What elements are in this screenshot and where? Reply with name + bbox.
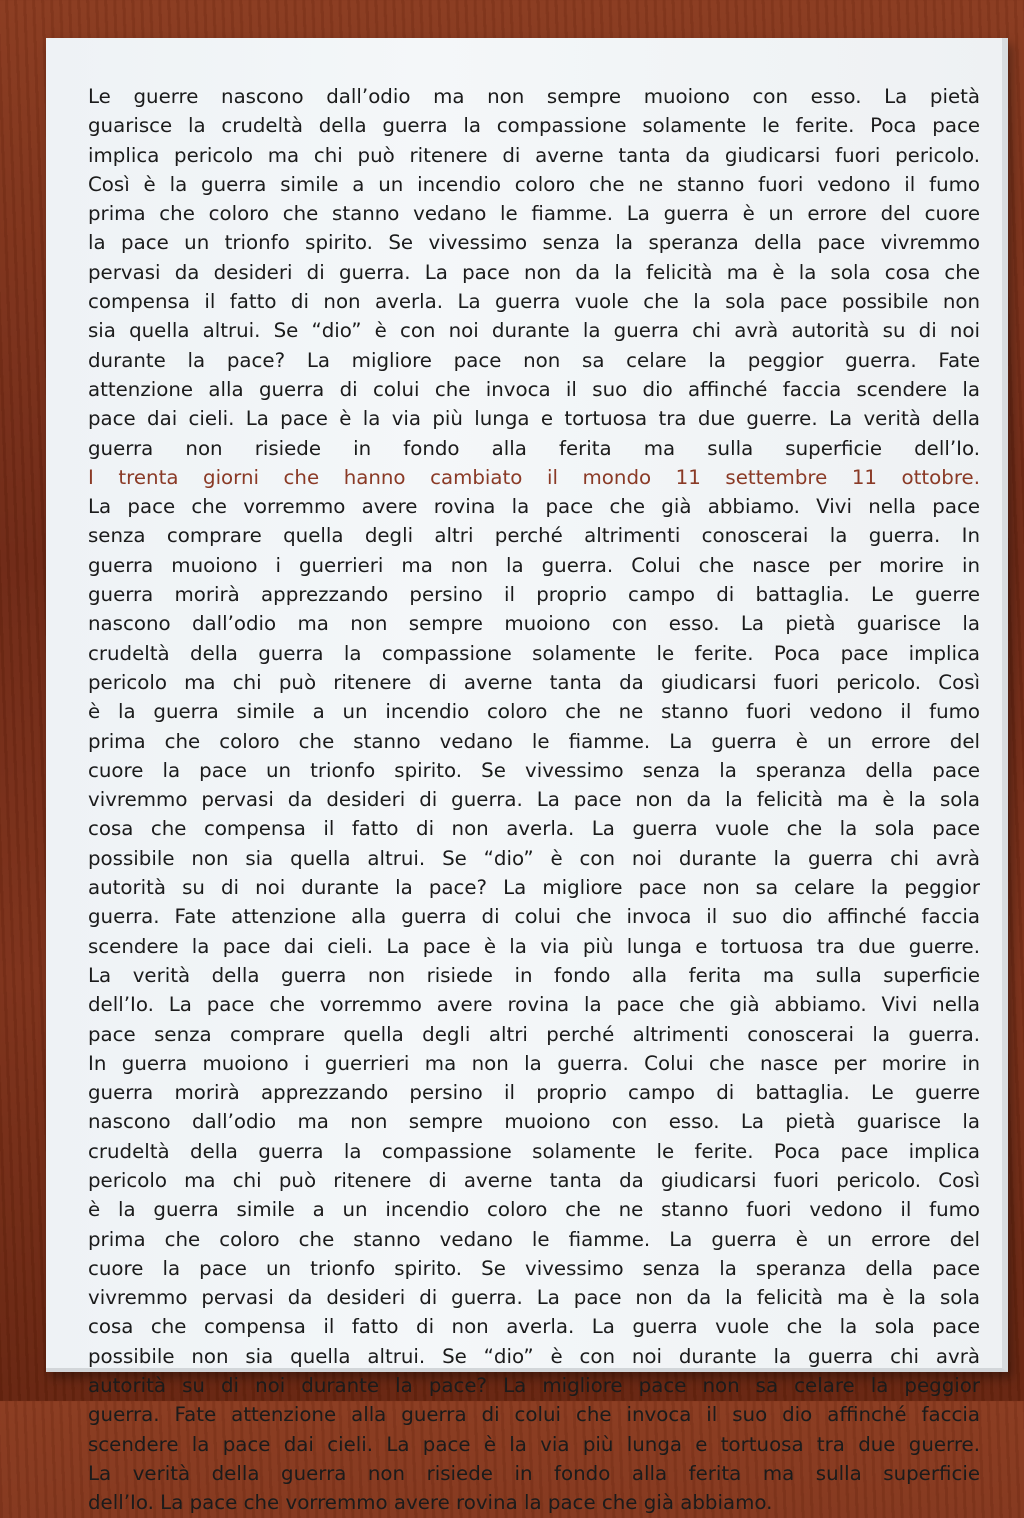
- text-line: autorità su di noi durante la pace? La migliore pace non sa celare la peggior: [88, 1374, 980, 1398]
- text-line: crudeltà della guerra la compassione solamente le ferite. Poca pace implica: [88, 641, 980, 665]
- text-line: vivremmo pervasi da desideri di guerra. La pace non da la felicità ma è la sola: [88, 1286, 980, 1310]
- text-line: nascono dall’odio ma non sempre muoiono con esso. La pietà guarisce la: [88, 612, 980, 636]
- text-line: cosa che compensa il fatto di non averla. La guerra vuole che la sola pace: [88, 1315, 980, 1339]
- text-line: La verità della guerra non risiede in fondo alla ferita ma sulla superficie: [88, 1461, 980, 1485]
- text-line: nascono dall’odio ma non sempre muoiono con esso. La pietà guarisce la: [88, 1110, 980, 1134]
- text-line: pace dai cieli. La pace è la via più lunga e tortuosa tra due guerre. La verità della: [88, 407, 980, 431]
- text-line: guerra. Fate attenzione alla guerra di colui che invoca il suo dio affinché faccia: [88, 905, 980, 929]
- text-line: è la guerra simile a un incendio coloro che ne stanno fuori vedono il fumo: [88, 700, 980, 724]
- text-line: prima che coloro che stanno vedano le fiamme. La guerra è un errore del: [88, 1227, 980, 1251]
- text-line: crudeltà della guerra la compassione solamente le ferite. Poca pace implica: [88, 1139, 980, 1163]
- text-line: vivremmo pervasi da desideri di guerra. La pace non da la felicità ma è la sola: [88, 788, 980, 812]
- text-line: guerra non risiede in fondo alla ferita ma sulla superficie dell’Io.: [88, 436, 980, 460]
- text-line: pervasi da desideri di guerra. La pace non da la felicità ma è la sola cosa che: [88, 260, 980, 284]
- text-line: dell’Io. La pace che vorremmo avere rovina la pace che già abbiamo.: [88, 1491, 773, 1515]
- text-line: scendere la pace dai cieli. La pace è la via più lunga e tortuosa tra due guerre.: [88, 1432, 980, 1456]
- text-line: possibile non sia quella altrui. Se “dio” è con noi durante la guerra chi avrà: [88, 846, 980, 870]
- text-line: implica pericolo ma chi può ritenere di averne tanta da giudicarsi fuori pericolo.: [88, 143, 980, 167]
- text-line: è la guerra simile a un incendio coloro che ne stanno fuori vedono il fumo: [88, 1198, 980, 1222]
- text-line: prima che coloro che stanno vedano le fiamme. La guerra è un errore del cuore: [88, 202, 980, 226]
- text-line: pericolo ma chi può ritenere di averne tanta da giudicarsi fuori pericolo. Così: [88, 1168, 980, 1192]
- text-line: La pace che vorremmo avere rovina la pace che già abbiamo. Vivi nella pace: [88, 495, 980, 519]
- text-line: cuore la pace un trionfo spirito. Se vivessimo senza la speranza della pace: [88, 1256, 980, 1280]
- text-line: pericolo ma chi può ritenere di averne tanta da giudicarsi fuori pericolo. Così: [88, 670, 980, 694]
- text-line: prima che coloro che stanno vedano le fiamme. La guerra è un errore del: [88, 729, 980, 753]
- text-line: attenzione alla guerra di colui che invoca il suo dio affinché faccia scendere la: [88, 377, 980, 401]
- text-line: Così è la guerra simile a un incendio coloro che ne stanno fuori vedono il fumo: [88, 172, 980, 196]
- text-line: guarisce la crudeltà della guerra la compassione solamente le ferite. Poca pace: [88, 114, 980, 138]
- highlighted-text-line: I trenta giorni che hanno cambiato il mondo 11 settembre 11 ottobre.: [88, 465, 980, 489]
- text-line: dell’Io. La pace che vorremmo avere rovina la pace che già abbiamo. Vivi nella: [88, 993, 980, 1017]
- text-line: senza comprare quella degli altri perché altrimenti conoscerai la guerra. In: [88, 524, 980, 548]
- text-line: guerra. Fate attenzione alla guerra di colui che invoca il suo dio affinché faccia: [88, 1403, 980, 1427]
- text-line: guerra morirà apprezzando persino il proprio campo di battaglia. Le guerre: [88, 583, 980, 607]
- text-line: guerra morirà apprezzando persino il proprio campo di battaglia. Le guerre: [88, 1081, 980, 1105]
- text-line: la pace un trionfo spirito. Se vivessimo senza la speranza della pace vivremmo: [88, 231, 980, 255]
- text-line: scendere la pace dai cieli. La pace è la via più lunga e tortuosa tra due guerre.: [88, 934, 980, 958]
- text-line: cosa che compensa il fatto di non averla. La guerra vuole che la sola pace: [88, 817, 980, 841]
- text-line: Le guerre nascono dall’odio ma non sempre muoiono con esso. La pietà: [88, 85, 980, 108]
- text-line: possibile non sia quella altrui. Se “dio” è con noi durante la guerra chi avrà: [88, 1344, 980, 1368]
- text-line: autorità su di noi durante la pace? La migliore pace non sa celare la peggior: [88, 876, 980, 900]
- text-line: La verità della guerra non risiede in fondo alla ferita ma sulla superficie: [88, 963, 980, 987]
- text-line: durante la pace? La migliore pace non sa celare la peggior guerra. Fate: [88, 348, 980, 372]
- book-back-cover: [46, 38, 1008, 1515]
- text-line: compensa il fatto di non averla. La guerra vuole che la sola pace possibile non: [88, 290, 980, 314]
- text-line: guerra muoiono i guerrieri ma non la guerra. Colui che nasce per morire in: [88, 553, 980, 577]
- text-line: pace senza comprare quella degli altri perché altrimenti conoscerai la guerra.: [88, 1022, 980, 1046]
- text-line: sia quella altrui. Se “dio” è con noi durante la guerra chi avrà autorità su di noi: [88, 319, 980, 343]
- cover-text-block: [88, 82, 980, 1518]
- text-line: cuore la pace un trionfo spirito. Se vivessimo senza la speranza della pace: [88, 758, 980, 782]
- text-line: In guerra muoiono i guerrieri ma non la guerra. Colui che nasce per morire in: [88, 1051, 980, 1075]
